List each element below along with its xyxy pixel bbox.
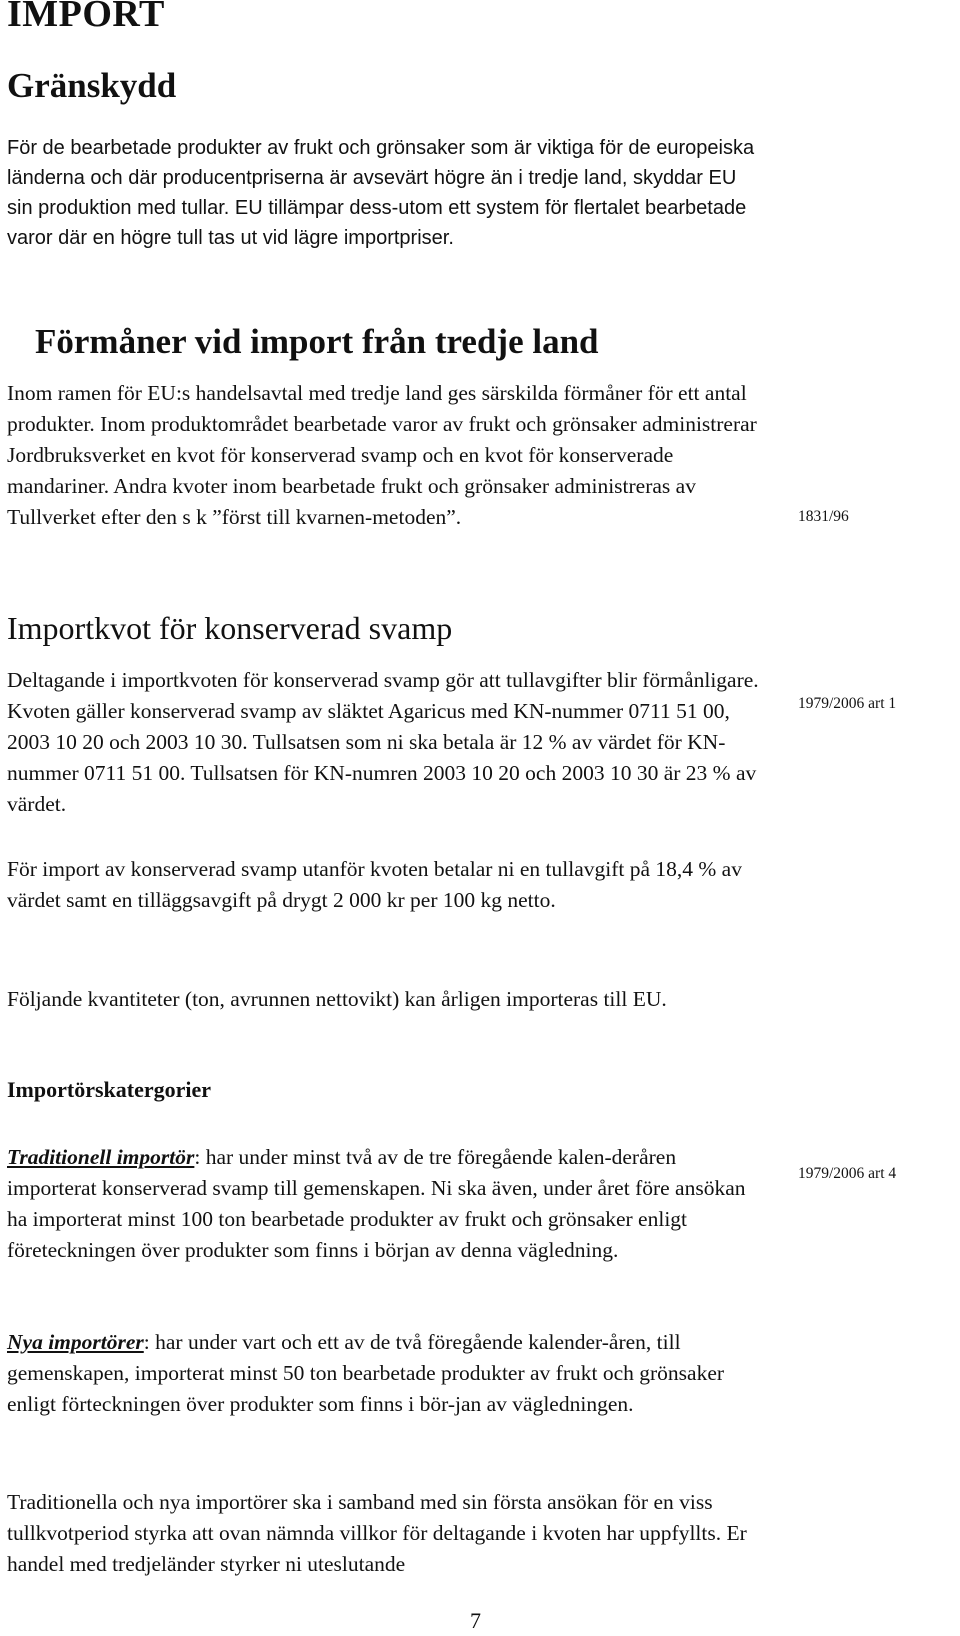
margin-note-ref-3: 1979/2006 art 4: [798, 1165, 897, 1182]
text-nya-importorer: : har under vart och ett av de två föregående kalender-åren, till gemenskapen, importerat minst 50 ton bearbetade produkter av frukt och grönsaker enligt förteckningen över produkter som finns i bör-jan av vägledningen.: [7, 1330, 725, 1416]
label-nya-importorer: Nya importörer: [7, 1330, 144, 1354]
paragraph-traditionell-importor: [7, 1142, 767, 1266]
paragraph-formaner: Inom ramen för EU:s handelsavtal med tredje land ges särskilda förmåner för ett antal produkter. Inom produktområdet bearbetade varor av frukt och grönsaker administrerar Jordbruksverket en kvot för konserverad svamp och en kvot för konserverade mandariner. Andra kvoter inom bearbetade frukt och grönsaker administreras av Tullverket efter den s k ”först till kvarnen-metoden”.: [7, 381, 757, 529]
paragraph-villkor: Traditionella och nya importörer ska i samband med sin första ansökan för en viss tullkvotperiod styrka att ovan nämnda villkor för deltagande i kvoten har uppfyllts. Er handel med tredjeländer styrker ni uteslutande: [7, 1490, 747, 1576]
paragraph-importkvot: Deltagande i importkvoten för konserverad svamp gör att tullavgifter blir förmånligare. Kvoten gäller konserverad svamp av släktet Agaricus med KN-nummer 0711 51 00, 2003 10 20 och 2003 10 30. Tullsatsen som ni ska betala är 12 % av värdet för KN-nummer 0711 51 00. Tullsatsen för KN-numren 2003 10 20 och 2003 10 30 är 23 % av värdet.: [7, 668, 759, 816]
heading-formaner: Förmåner vid import från tredje land: [35, 322, 599, 361]
paragraph-granskydd: För de bearbetade produkter av frukt och grönsaker som är viktiga för de europeiska länderna och där producentpriserna är avsevärt högre än i tredje land, skyddar EU sin produktion med tullar. EU tillämpar dess-utom ett system för flertalet bearbetade varor där en högre tull tas ut vid lägre importpriser.: [7, 137, 755, 249]
heading-importkvot: Importkvot för konserverad svamp: [7, 610, 453, 646]
heading-importorskategorier: Importörskatergorier: [7, 1077, 212, 1102]
margin-note-ref-1: 1831/96: [798, 508, 849, 525]
margin-note-ref-2: 1979/2006 art 1: [798, 695, 897, 712]
paragraph-kvantiteter: Följande kvantiteter (ton, avrunnen nettovikt) kan årligen importeras till EU.: [7, 987, 667, 1011]
heading-granskydd: Gränskydd: [7, 66, 177, 105]
heading-import: IMPORT: [7, 0, 165, 35]
paragraph-nya-importorer: [7, 1327, 767, 1420]
label-traditionell-importor: Traditionell importör: [7, 1145, 195, 1169]
page-number: 7: [470, 1608, 481, 1633]
text-traditionell-importor: : har under minst två av de tre föregående kalen-deråren importerat konserverad svamp till gemenskapen. Ni ska även, under året före ansökan ha importerat minst 100 ton bearbetade produkter av frukt och grönsaker enligt företeckningen över produkter som finns i början av denna vägledning.: [7, 1145, 746, 1262]
paragraph-utanfor-kvoten: För import av konserverad svamp utanför kvoten betalar ni en tullavgift på 18,4 % av värdet samt en tilläggsavgift på drygt 2 000 kr per 100 kg netto.: [7, 857, 742, 912]
